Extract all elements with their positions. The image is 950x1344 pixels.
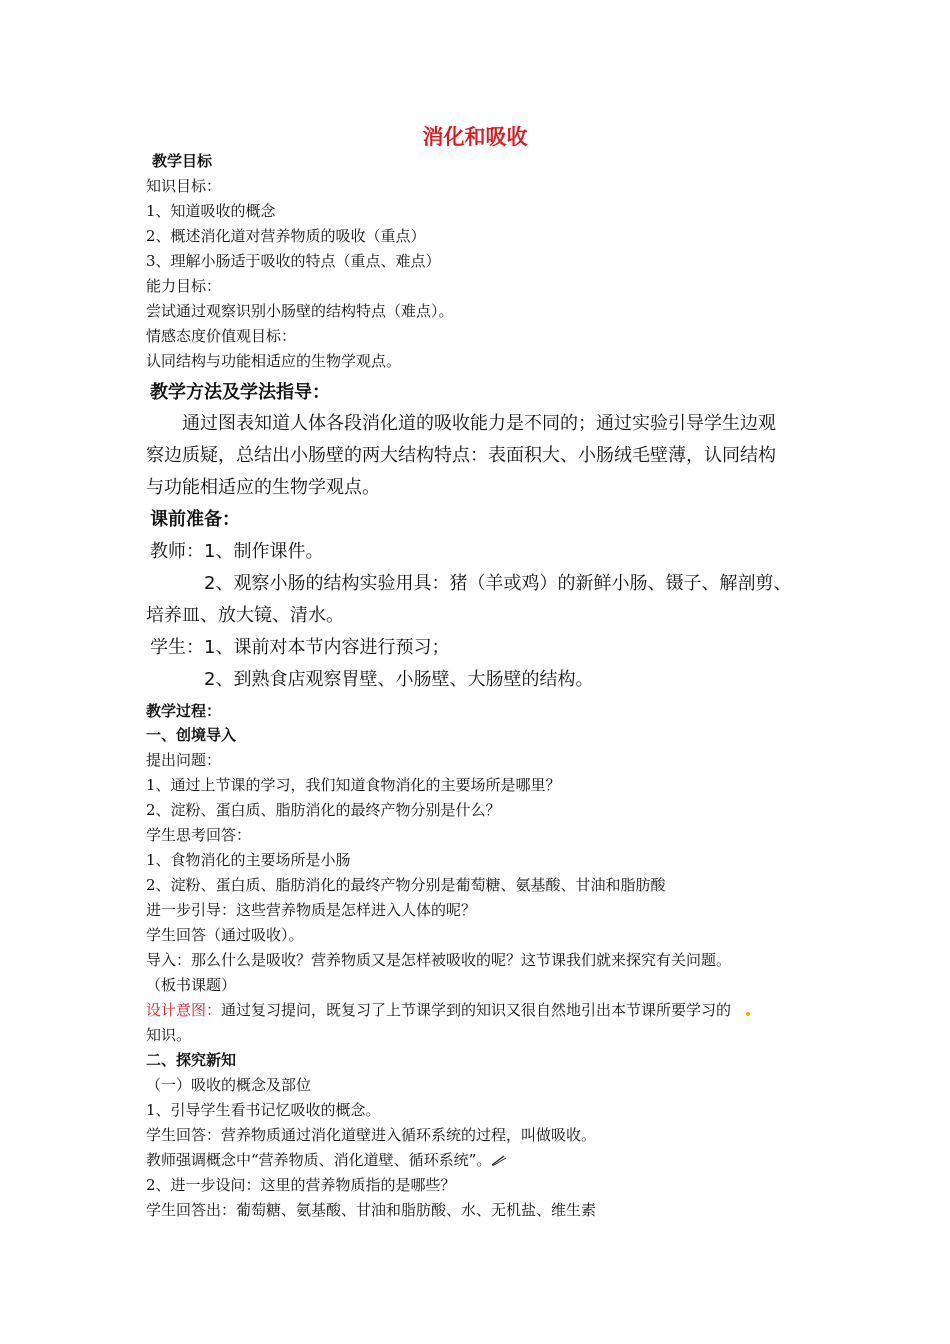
decorative-dot: [746, 1012, 750, 1016]
design-intent-continued: 知识。: [146, 1026, 192, 1044]
section2-line: 学生回答出：葡萄糖、氨基酸、甘油和脂肪酸、水、无机盐、维生素: [146, 1201, 597, 1219]
ability-label: 能力目标：: [146, 277, 222, 295]
emphasis-text: 教师强调概念中“营养物质、消化道壁、循环系统”。: [146, 1151, 492, 1169]
ability-item: 尝试通过观察识别小肠壁的结构特点（难点）。: [146, 302, 454, 320]
methods-line: 察边质疑，总结出小肠壁的两大结构特点：表面积大、小肠绒毛壁薄，认同结构: [146, 445, 776, 466]
emotion-label: 情感态度价值观目标：: [146, 327, 297, 345]
design-intent: [146, 1000, 731, 1020]
preparation-line: 学生：1、课前对本节内容进行预习；: [150, 637, 450, 658]
section1-line: （板书课题）: [146, 976, 237, 994]
section1-line: 1、通过上节课的学习，我们知道食物消化的主要场所是哪里？: [146, 776, 561, 794]
design-intent-label: 设计意图：: [146, 1001, 222, 1019]
section1-heading: 一、创境导入: [146, 726, 237, 744]
section1-line: 1、食物消化的主要场所是小肠: [146, 851, 351, 869]
section1-line: 提出问题：: [146, 751, 222, 769]
knowledge-item: 2、概述消化道对营养物质的吸收（重点）: [146, 227, 426, 245]
section1-line: 2、淀粉、蛋白质、脂肪消化的最终产物分别是什么？: [146, 801, 501, 819]
knowledge-item: 1、知道吸收的概念: [146, 202, 276, 220]
methods-line: 与功能相适应的生物学观点。: [146, 477, 380, 498]
section1-line: 导入：那么什么是吸收？营养物质又是怎样被吸收的呢？这节课我们就来探究有关问题。: [146, 951, 732, 969]
section1-line: 学生回答（通过吸收）。: [146, 926, 304, 944]
preparation-line: 培养皿、放大镜、清水。: [146, 605, 344, 626]
section2-line: 1、引导学生看书记忆吸收的概念。: [146, 1101, 381, 1119]
document-title: 消化和吸收: [422, 125, 528, 149]
methods-heading: 教学方法及学法指导：: [150, 382, 330, 403]
emphasis-line: [146, 1150, 507, 1170]
process-heading: 教学过程：: [146, 702, 222, 720]
emotion-item: 认同结构与功能相适应的生物学观点。: [146, 352, 402, 370]
preparation-line: 2、到熟食店观察胃壁、小肠壁、大肠壁的结构。: [150, 669, 594, 690]
preparation-heading: 课前准备：: [150, 509, 240, 530]
section1-line: 进一步引导：这些营养物质是怎样进入人体的呢？: [146, 901, 477, 919]
preparation-line: 2、观察小肠的结构实验用具：猪（羊或鸡）的新鲜小肠、镊子、解剖剪、: [150, 573, 792, 594]
section2-line: 2、进一步设问：这里的营养物质指的是哪些？: [146, 1176, 456, 1194]
section2-heading: 二、探究新知: [146, 1051, 237, 1069]
section2-line: 学生回答：营养物质通过消化道壁进入循环系统的过程，叫做吸收。: [146, 1126, 597, 1144]
section1-line: 2、淀粉、蛋白质、脂肪消化的最终产物分别是葡萄糖、氨基酸、甘油和脂肪酸: [146, 876, 666, 894]
design-intent-text: 通过复习提问，既复习了上节课学到的知识又很自然地引出本节课所要学习的: [221, 1001, 732, 1019]
section2-line: （一）吸收的概念及部位: [146, 1076, 312, 1094]
knowledge-label: 知识目标：: [146, 177, 222, 195]
objectives-heading: 教学目标: [152, 152, 213, 170]
methods-line: 通过图表知道人体各段消化道的吸收能力是不同的；通过实验引导学生边观: [146, 413, 776, 434]
knowledge-item: 3、理解小肠适于吸收的特点（重点、难点）: [146, 252, 441, 270]
preparation-line: 教师：1、制作课件。: [150, 541, 324, 562]
section1-line: 学生思考回答：: [146, 826, 252, 844]
pen-icon: [491, 1151, 507, 1163]
